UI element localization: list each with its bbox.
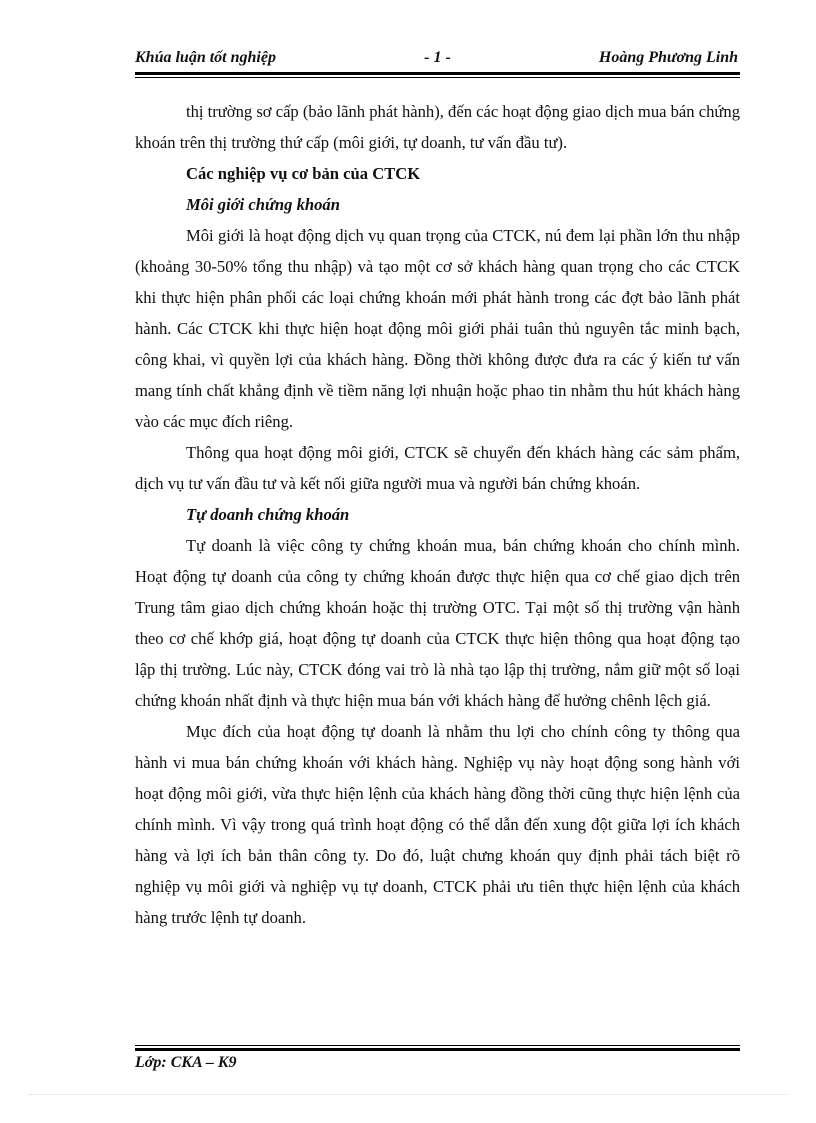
page-body bbox=[135, 96, 740, 933]
paragraph-brokerage-1: Môi giới là hoạt động dịch vụ quan trọng của CTCK, nú đem lại phần lớn thu nhập (khoảng 30-50% tổng thu nhập) và tạo một cơ sở khách hàng quan trọng cho các CTCK khi thực hiện phân phối các loại chứng khoán mới phát hành trong các đợt bảo lãnh phát hành. Các CTCK khi thực hiện hoạt động môi giới phải tuân thủ nguyên tắc minh bạch, công khai, vì quyền lợi của khách hàng. Đồng thời không được đưa ra các ý kiến tư vấn mang tính chất khẳng định về tiềm năng lợi nhuận hoặc phao tin nhằm thu hút khách hàng vào các mục đích riêng. bbox=[135, 226, 740, 431]
subheading-proprietary-trading: Tự doanh chứng khoán bbox=[186, 505, 350, 524]
section-heading-core-services: Các nghiệp vụ cơ bản của CTCK bbox=[186, 164, 421, 183]
footer-rule-thin bbox=[135, 1045, 740, 1046]
header-rule-thin bbox=[135, 77, 740, 78]
page-header bbox=[135, 46, 740, 70]
paragraph-intro: thị trường sơ cấp (bảo lãnh phát hành), đến các hoạt động giao dịch mua bán chứng khoán trên thị trường thứ cấp (môi giới, tự doanh, tư vấn đầu tư). bbox=[135, 102, 740, 152]
page-bottom-dotted-line bbox=[28, 1094, 788, 1095]
paragraph-proprietary-2: Mục đích của hoạt động tự doanh là nhằm thu lợi cho chính công ty thông qua hành vi mua bán chứng khoán với khách hàng. Nghiệp vụ này hoạt động song hành với hoạt động môi giới, vừa thực hiện lệnh của khách hàng đồng thời cũng thực hiện lệnh của chính mình. Vì vậy trong quá trình hoạt động có thể dẫn đến xung đột giữa lợi ích khách hàng và lợi ích bản thân công ty. Do đó, luật chưng khoán quy định phải tách biệt rõ nghiệp vụ môi giới và nghiệp vụ tự doanh, CTCK phải ưu tiên thực hiện lệnh của khách hàng trước lệnh tự doanh. bbox=[135, 722, 740, 927]
header-author-name: Hoàng Phương Linh bbox=[598, 49, 738, 66]
header-rule-thick bbox=[135, 72, 740, 75]
paragraph-proprietary-1: Tự doanh là việc công ty chứng khoán mua, bán chứng khoán cho chính mình. Hoạt động tự doanh của công ty chứng khoán được thực hiện qua cơ chế giao dịch trên Trung tâm giao dịch chứng khoán hoặc thị trường OTC. Tại một số thị trường vận hành theo cơ chế khớp giá, hoạt động tự doanh của CTCK thực hiện thông qua hoạt động tạo lập thị trường. Lúc này, CTCK đóng vai trò là nhà tạo lập thị trường, nắm giữ một số loại chứng khoán nhất định và thực hiện mua bán với khách hàng để hưởng chênh lệch giá. bbox=[135, 536, 740, 710]
footer-class-label: Lớp: CKA – K9 bbox=[135, 1054, 237, 1071]
footer-rule-thick bbox=[135, 1048, 740, 1051]
header-thesis-title: Khúa luận tốt nghiệp bbox=[135, 49, 276, 66]
header-page-number: - 1 - bbox=[424, 49, 451, 66]
paragraph-brokerage-2: Thông qua hoạt động môi giới, CTCK sẽ chuyển đến khách hàng các sảm phẩm, dịch vụ tư vấn đầu tư và kết nối giữa người mua và người bán chứng khoán. bbox=[135, 443, 740, 493]
subheading-brokerage: Môi giới chứng khoán bbox=[186, 195, 340, 214]
